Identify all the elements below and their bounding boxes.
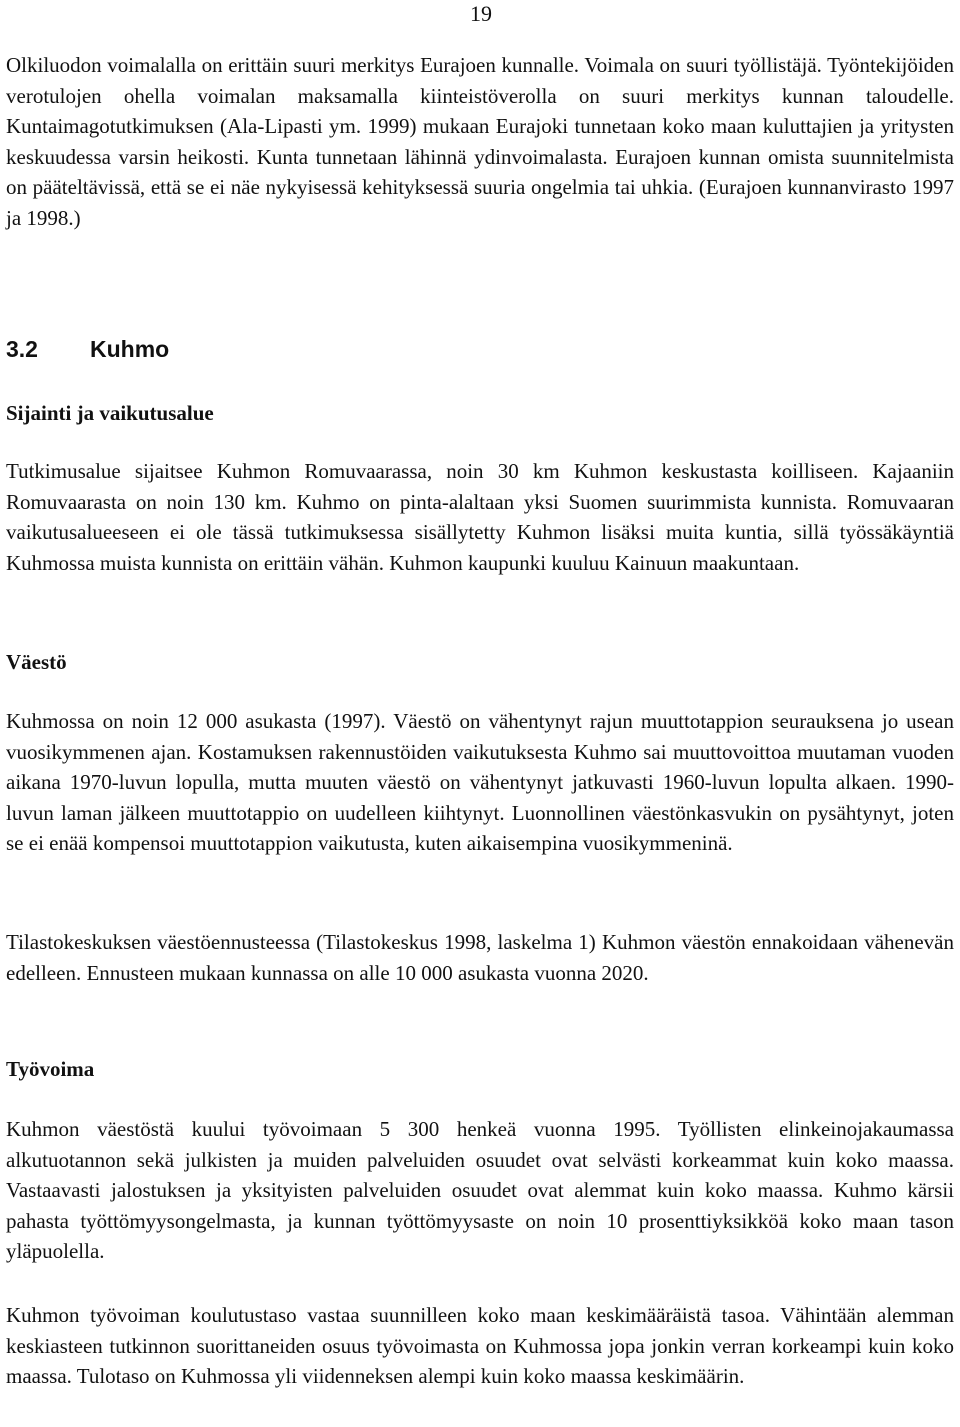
paragraph-workforce: Kuhmon väestöstä kuului työvoimaan 5 300 henkeä vuonna 1995. Työllisten elinkeinojakaumassa alkutuotannon sekä julkisten ja muiden palveluiden osuudet ovat selvästi korkeammat kuin koko maassa. Vastaavasti jalostuksen ja yksityisten palveluiden osuudet ovat alemmat kuin koko maassa. Kuhmo kärsii pahasta työttömyysongelmasta, ja kunnan työttömyysaste on noin 10 prosenttiyksikköä koko maan tason yläpuolella. [6, 1117, 954, 1263]
page-number: 19 [470, 1, 492, 26]
section-number: 3.2 [6, 336, 38, 362]
subheading-population: Väestö [6, 650, 67, 674]
section-heading [6, 334, 169, 364]
subheading-location: Sijainti ja vaikutusalue [6, 401, 214, 425]
paragraph-education: Kuhmon työvoiman koulutustaso vastaa suunnilleen koko maan keskimääräistä tasoa. Vähintään alemman keskiasteen tutkinnon suorittaneiden osuus työvoimasta on Kuhmossa jopa jonkin verran korkeampi kuin koko maassa. Tulotaso on Kuhmossa yli viidenneksen alempi kuin koko maassa keskimäärin. [6, 1303, 954, 1388]
subheading-workforce: Työvoima [6, 1057, 95, 1081]
paragraph-population-forecast: Tilastokeskuksen väestöennusteessa (Tilastokeskus 1998, laskelma 1) Kuhmon väestön ennakoidaan vähenevän edelleen. Ennusteen mukaan kunnassa on alle 10 000 asukasta vuonna 2020. [6, 930, 954, 985]
paragraph-eurajoki: Olkiluodon voimalalla on erittäin suuri merkitys Eurajoen kunnalle. Voimala on suuri työllistäjä. Työntekijöiden verotulojen ohella voimalan maksamalla kiinteistöverolla on suuri merkitys kunnan taloudelle. Kuntaimagotutkimuksen (Ala-Lipasti ym. 1999) mukaan Eurajoki tunnetaan koko maan kuluttajien ja yritysten keskuudessa varsin heikosti. Kunta tunnetaan lähinnä ydinvoimalasta. Eurajoen kunnan omista suunnitelmista on pääteltävissä, että se ei näe nykyisessä kehityksessä suuria ongelmia tai uhkia. (Eurajoen kunnanvirasto 1997 ja 1998.) [6, 53, 954, 230]
paragraph-population: Kuhmossa on noin 12 000 asukasta (1997). Väestö on vähentynyt rajun muuttotappion seurauksena jo usean vuosikymmenen ajan. Kostamuksen rakennustöiden vaikutuksesta Kuhmo sai muuttovoittoa muutaman vuoden aikana 1970-luvun lopulla, mutta muuten väestö on vähentynyt jatkuvasti 1960-luvun lopulta alkaen. 1990-luvun laman jälkeen muuttotappio on uudelleen kiihtynyt. Luonnollinen väestönkasvukin on pysähtynyt, joten se ei enää kompensoi muuttotappion vaikutusta, kuten aikaisempina vuosikymmeninä. [6, 709, 954, 855]
section-title: Kuhmo [90, 336, 170, 362]
paragraph-location: Tutkimusalue sijaitsee Kuhmon Romuvaarassa, noin 30 km Kuhmon keskustasta koilliseen. Kajaaniin Romuvaarasta on noin 130 km. Kuhmo on pinta-alaltaan yksi Suomen suurimmista kunnista. Romuvaaran vaikutusalueeseen ei ole tässä tutkimuksessa sisällytetty Kuhmon lisäksi muita kuntia, sillä työssäkäyntiä Kuhmossa muista kunnista on erittäin vähän. Kuhmon kaupunki kuuluu Kainuun maakuntaan. [6, 459, 954, 575]
